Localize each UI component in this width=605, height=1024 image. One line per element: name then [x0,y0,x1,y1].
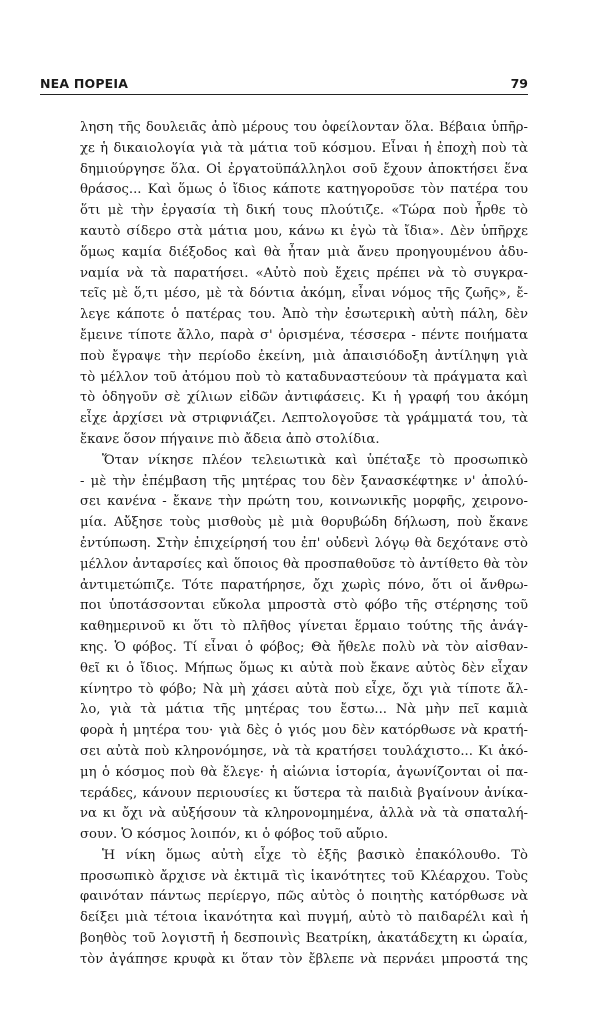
text-line: - μὲ τὴν ἐπέμβαση τῆς μητέρας του δὲν ξανασκέφτηκε ν' ἀπολύ- [80,473,528,489]
text-line: ἔμεινε τίποτε ἄλλο, παρὰ σ' ὁρισμένα, τέσσερα - πέντε ποιήματα [80,327,528,343]
text-line: τεράδες, κάνουν περιουσίες κι ὕστερα τὰ παιδιὰ βγαίνουν ἀνίκα- [80,785,528,801]
text-line: να κι ὄχι νὰ αὐξήσουν τὰ κληρονομημένα, ἀλλὰ νὰ τὰ σπαταλή- [80,806,528,822]
text-line: βοηθὸς τοῦ λογιστῆ ἡ δεσποινὶς Βεατρίκη, ἀκατάδεχτη κι ὡραία, [80,931,528,947]
journal-title: ΝΕΑ ΠΟΡΕΙΑ [40,76,129,91]
text-line: ὅμως καμία διέξοδος καὶ θὰ ἦταν μιὰ ἄνευ προηγουμένου ἀδυ- [80,244,528,260]
text-line: μη ὁ κόσμος ποὺ θὰ ἔλεγε· ἡ αἰώνια ἱστορία, ἀγωνίζονται οἱ πα- [80,764,528,780]
text-line: κίνητρο τὸ φόβο; Νὰ μὴ χάσει αὐτὰ ποὺ εἶχε, ὄχι γιὰ τίποτε ἄλ- [80,681,528,697]
text-line: καθημερινοῦ κι ὅτι τὸ πλῆθος γίνεται ἕρμαιο τούτης τῆς ἀνάγ- [80,619,528,635]
text-line: σει αὐτὰ ποὺ κληρονόμησε, νὰ τὰ κρατήσει τουλάχιστο... Κι ἀκό- [80,743,528,759]
text-line: φορὰ ἡ μητέρα του· γιὰ δὲς ὁ γιός μου δὲν κατόρθωσε νὰ κρατή- [80,723,528,739]
text-line: ἔκανε ὅσον πήγαινε πιὸ ἄδεια ἀπὸ στολίδια. [80,431,380,447]
text-line: κης. Ὁ φόβος. Τί εἶναι ὁ φόβος; Θὰ ἤθελε πολὺ νὰ τὸν αἰσθαν- [80,639,528,655]
text-line: Ἡ νίκη ὅμως αὐτὴ εἶχε τὸ ἑξῆς βασικὸ ἐπακόλουθο. Τὸ [102,847,528,863]
body-text [80,118,528,971]
running-header [40,76,528,95]
text-line: ποι ὑποτάσσονται εὔκολα μπροστὰ στὸ φόβο τῆς στέρησης τοῦ [80,598,528,614]
page-number: 79 [510,76,528,91]
text-line: ποὺ ἔγραψε τὴν περίοδο ἐκείνη, μιὰ ἀπαισιόδοξη ἀντίληψη γιὰ [80,348,528,364]
text-line: μέλλον ἀνταρσίες καὶ ὅποιος θὰ προσπαθοῦσε τὸ ἀντίθετο θὰ τὸν [80,556,528,572]
text-line: θράσος... Καὶ ὅμως ὁ ἴδιος κάποτε κατηγοροῦσε τὸν πατέρα του [80,182,528,198]
text-line: προσωπικὸ ἄρχισε νὰ ἐκτιμᾶ τὶς ἱκανότητες τοῦ Κλέαρχου. Τοὺς [80,868,528,884]
text-line: τεῖς μὲ ὅ,τι μέσο, μὲ τὰ δόντια ἀκόμη, εἶναι νόμος τῆς ζωῆς», ἔ- [80,286,528,302]
text-line: ἐντύπωση. Στὴν ἐπιχείρησή του ἐπ' οὐδενὶ λόγῳ θὰ δεχότανε στὸ [80,535,528,551]
text-line: λεγε κάποτε ὁ πατέρας του. Ἀπὸ τὴν ἐσωτερικὴ αὐτὴ πάλη, δὲν [80,307,528,323]
text-line: ναμία νὰ τὰ παρατήσει. «Αὐτὸ ποὺ ἔχεις πρέπει νὰ τὸ συγκρα- [80,265,528,281]
text-line: ληση τῆς δουλειᾶς ἀπὸ μέρους του ὀφείλονταν ὅλα. Βέβαια ὑπῆρ- [80,120,528,135]
text-line: χε ἡ δικαιολογία γιὰ τὰ μάτια τοῦ κόσμου. Εἶναι ἡ ἐποχὴ ποὺ τὰ [80,140,528,156]
text-line: δημιούργησε ὅλα. Οἱ ἐργατοϋπάλληλοι σοῦ ἔχουν ἀποκτήσει ἕνα [80,161,528,177]
text-line: καυτὸ σίδερο στὰ μάτια μου, κάνω κι ἐγὼ τὰ ἴδια». Δὲν ὑπῆρχε [80,223,528,239]
text-line: σουν. Ὁ κόσμος λοιπόν, κι ὁ φόβος τοῦ αὔριο. [80,827,389,843]
text-line: εἶχε ἀρχίσει νὰ στριφνιάζει. Λεπτολογοῦσε τὰ γράμματά του, τὰ [80,411,528,427]
text-line: τὸ ὁδηγοῦν σὲ χίλιων εἰδῶν ἀντιφάσεις. Κι ἡ γραφή του ἀκόμη [80,390,528,406]
text-line: φαινόταν πάντως περίεργο, πῶς αὐτὸς ὁ ποιητὴς κατόρθωσε νὰ [80,889,528,905]
text-line: Ὅταν νίκησε πλέον τελειωτικὰ καὶ ὑπέταξε τὸ προσωπικὸ [102,452,528,468]
text-line: τὸ μέλλον τοῦ ἀτόμου ποὺ τὸ καταδυναστεύουν τὰ πράγματα καὶ [80,369,528,385]
text-line: λο, γιὰ τὰ μάτια τῆς μητέρας του ἔστω... Νὰ μὴν πεῖ καμιὰ [80,702,528,718]
text-line: ἀντιμετώπιζε. Τότε παρατήρησε, ὄχι χωρὶς πόνο, ὅτι οἱ ἄνθρω- [80,577,528,593]
text-line: τὸν ἀγάπησε κρυφὰ κι ὅταν τὸν ἔβλεπε νὰ περνάει μπροστά της [80,951,528,967]
text-line: θεῖ κι ὁ ἴδιος. Μήπως ὅμως κι αὐτὰ ποὺ ἔκανε αὐτὸς δὲν εἶχαν [80,660,528,676]
text-line: δείξει μιὰ τέτοια ἱκανότητα καὶ πυγμή, αὐτὸ τὸ παιδαρέλι καὶ ἡ [80,910,528,926]
text-line: μία. Αὔξησε τοὺς μισθοὺς μὲ μιὰ θορυβώδη δήλωση, ποὺ ἔκανε [80,515,528,531]
text-line: σει κανένα - ἔκανε τὴν πρώτη του, κοινωνικῆς μορφῆς, χειρονο- [80,494,528,510]
text-line: ὅτι μὲ τὴν ἐργασία τὴ δική τους πλούτιζε. «Τώρα ποὺ ἦρθε τὸ [80,203,528,219]
